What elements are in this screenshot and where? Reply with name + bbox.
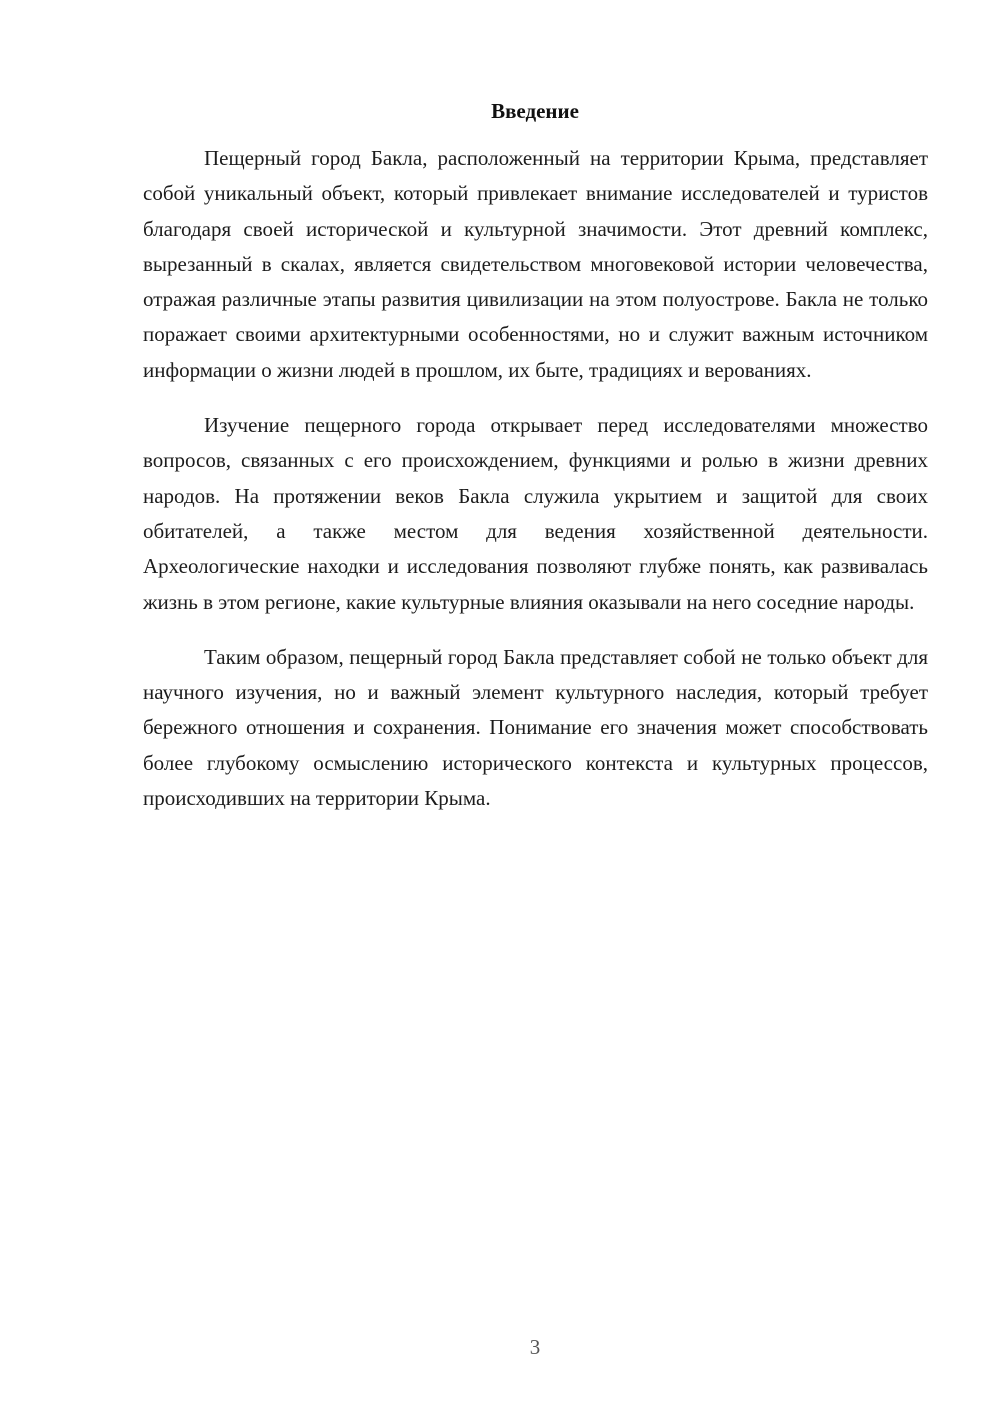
paragraph-2: Изучение пещерного города открывает перед исследователями множество вопросов, связанных с его происхождением, функциями и ролью в жизни древних народов. На протяжении веков Бакла служила укрытием и защитой для своих обитателей, а также местом для ведения хозяйственной деятельности. Археологические находки и исследования позволяют глубже понять, как развивалась жизнь в этом регионе, какие культурные влияния оказывали на него соседние народы. bbox=[143, 413, 928, 614]
page-number: 3 bbox=[529, 1335, 541, 1359]
paragraph-3: Таким образом, пещерный город Бакла представляет собой не только объект для научного изучения, но и важный элемент культурного наследия, который требует бережного отношения и сохранения. Понимание его значения может способствовать более глубокому осмыслению исторического контекста и культурных процессов, происходивших на территории Крыма. bbox=[143, 644, 928, 811]
paragraph-1: Пещерный город Бакла, расположенный на территории Крыма, представляет собой уникальный объект, который привлекает внимание исследователей и туристов благодаря своей исторической и культурной значимости. Этот древний комплекс, вырезанный в скалах, является свидетельством многовековой истории человечества, отражая различные этапы развития цивилизации на этом полуострове. Бакла не только поражает своими архитектурными особенностями, но и служит важным источником информации о жизни людей в прошлом, их быте, традициях и верованиях. bbox=[143, 146, 928, 382]
section-heading: Введение bbox=[491, 99, 579, 123]
body-text bbox=[143, 141, 928, 816]
